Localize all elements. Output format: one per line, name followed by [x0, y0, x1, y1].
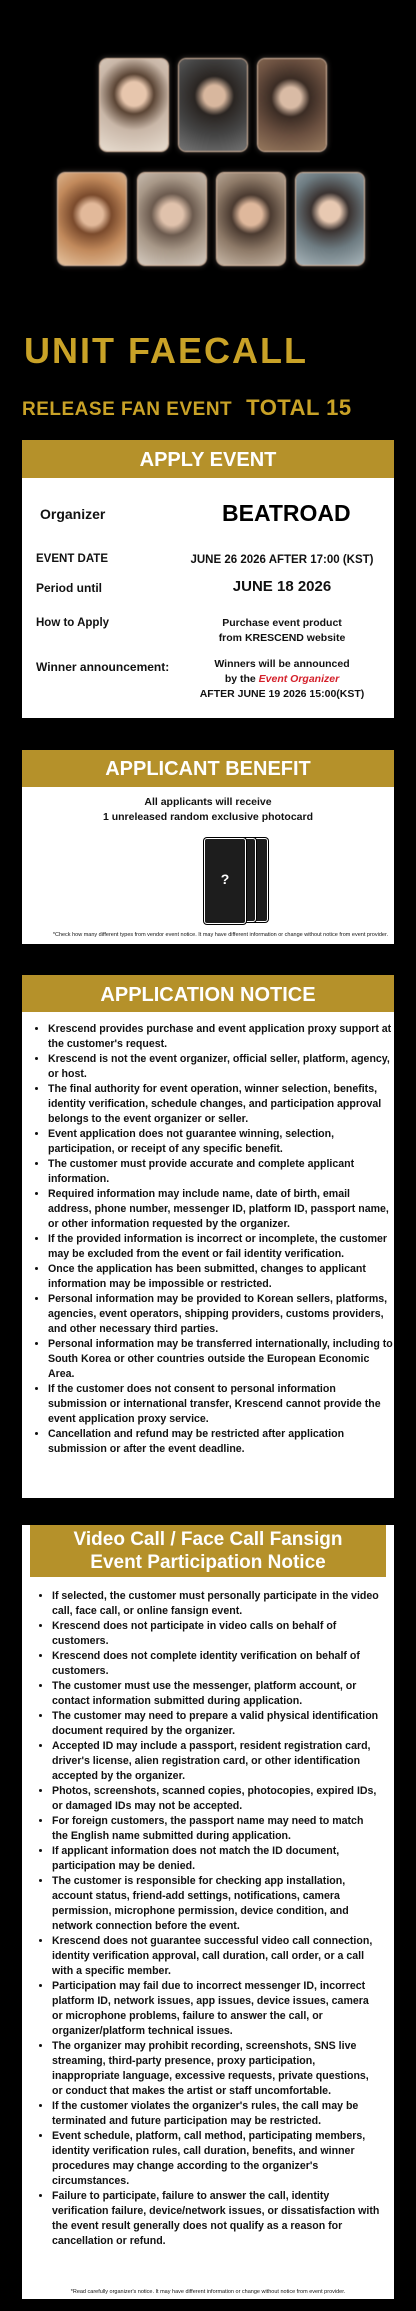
member-photo-2 — [178, 58, 248, 152]
notice-item: • The customer is responsible for checking app installation, account status, friend-add settings, notifications, camera permission, microphone permission, device condition, and network connection before the event. — [52, 1874, 382, 1934]
notice-item: • If the provided information is incorrect or incomplete, the customer may be excluded from the event or fail identity verification. — [48, 1232, 394, 1262]
video-call-heading-line1: Video Call / Face Call Fansign — [73, 1529, 343, 1550]
organizer-label: Organizer — [40, 506, 106, 522]
organizer-logo: BEATROAD — [222, 500, 351, 526]
notice-item: • If applicant information does not match the ID document, participation may be denied. — [52, 1844, 382, 1874]
period-label: Period until — [36, 581, 102, 595]
notice-item: • Krescend does not complete identity verification on behalf of customers. — [52, 1649, 382, 1679]
applicant-benefit-heading: APPLICANT BENEFIT — [22, 750, 394, 787]
notice-item: • The customer must provide accurate and complete applicant information. — [48, 1157, 394, 1187]
notice-item: • Cancellation and refund may be restricted after application submission or after the event deadline. — [48, 1427, 394, 1457]
notice-item: • Accepted ID may include a passport, resident registration card, driver's license, alien registration card, or other identification accepted by the organizer. — [52, 1739, 382, 1784]
event-total: TOTAL 15 — [246, 395, 352, 420]
notice-item: • Event schedule, platform, call method, participating members, identity verification rules, call duration, benefits, and winner procedures may change according to the organizer's circumstances. — [52, 2129, 382, 2189]
how-to-apply-label: How to Apply — [36, 617, 110, 629]
notice-item: • Participation may fail due to incorrect messenger ID, incorrect platform ID, network issues, app issues, device issues, camera or microphone problems, failure to answer the call, or organizer/platform technical issues. — [52, 1979, 382, 2039]
notice-item: • Personal information may be provided to Korean sellers, platforms, agencies, event operators, shipping providers, customs providers, and other necessary third parties. — [48, 1292, 394, 1337]
how-to-apply-line1: Purchase event product — [222, 617, 342, 629]
application-notice-heading: APPLICATION NOTICE — [22, 975, 394, 1012]
notice-item: • Krescend provides purchase and event application proxy support at the customer's request. — [48, 1022, 394, 1052]
notice-item: • The customer may need to prepare a valid physical identification document required by the organizer. — [52, 1709, 382, 1739]
notice-item: • Krescend does not participate in video calls on behalf of customers. — [52, 1619, 382, 1649]
winner-line2 — [172, 672, 392, 687]
apply-event-panel — [22, 440, 394, 718]
notice-item: • Failure to participate, failure to answer the call, identity verification failure, device/network issues, or dissatisfaction with the event result generally does not qualify as a reason for cancellation or refund. — [52, 2189, 382, 2249]
notice-item: • Personal information may be transferred internationally, including to South Korea or other countries outside the European Economic Area. — [48, 1337, 394, 1382]
video-call-notice-panel — [22, 1525, 394, 2299]
notice-item: • Event application does not guarantee winning, selection, participation, or receipt of any specific benefit. — [48, 1127, 394, 1157]
photocard-question-mark: ? — [220, 871, 230, 887]
application-notice-list — [22, 1022, 394, 1457]
how-to-apply-value — [172, 616, 392, 646]
notice-item: • Required information may include name, date of birth, email address, phone number, messenger ID, platform ID, passport name, or other information requested by the organizer. — [48, 1187, 394, 1232]
video-call-heading-line2: Event Participation Notice — [90, 1552, 326, 1573]
benefit-fine-print: *Check how many different types from vendor event notice. It may have different information or change without notice from event provider. — [52, 932, 388, 938]
application-notice-panel — [22, 975, 394, 1498]
notice-item: • If the customer violates the organizer's rules, the call may be terminated and future participation may be restricted. — [52, 2099, 382, 2129]
member-photo-6 — [216, 172, 286, 266]
benefit-line1: All applicants will receive — [144, 796, 272, 808]
how-to-apply-line2: from KRESCEND website — [218, 632, 346, 644]
video-call-fine-print: *Read carefully organizer's notice. It may have different information or change without notice from event provider. — [70, 2289, 346, 2295]
event-title: UNIT FAECALL — [24, 330, 308, 371]
apply-event-heading: APPLY EVENT — [22, 440, 394, 478]
winner-line1: Winners will be announced — [214, 658, 350, 670]
notice-item: • Once the application has been submitted, changes to applicant information may be impossible or restricted. — [48, 1262, 394, 1292]
member-photo-4 — [57, 172, 127, 266]
notice-item: • Krescend is not the event organizer, official seller, platform, agency, or host. — [48, 1052, 394, 1082]
notice-item: • The organizer may prohibit recording, screenshots, SNS live streaming, third-party presence, proxy participation, inappropriate language, excessive requests, private questions, or conduct that makes the artist or staff uncomfortable. — [52, 2039, 382, 2099]
notice-item: • The final authority for event operation, winner selection, benefits, identity verification, schedule changes, and participation approval belongs to the event organizer or seller. — [48, 1082, 394, 1127]
notice-item: • If selected, the customer must personally participate in the video call, face call, or online fansign event. — [52, 1589, 382, 1619]
photocard-back-1 — [204, 838, 246, 924]
member-photo-1 — [99, 58, 169, 152]
winner-label: Winner announcement: — [36, 660, 170, 674]
notice-item: • Photos, screenshots, scanned copies, photocopies, expired IDs, or damaged IDs may not be accepted. — [52, 1784, 382, 1814]
video-call-notice-heading — [30, 1525, 386, 1577]
notice-item: • Krescend does not guarantee successful video call connection, identity verification approval, call duration, call order, or a call with a specific member. — [52, 1934, 382, 1979]
notice-item: • If the customer does not consent to personal information submission or international transfer, Krescend cannot provide the event application proxy service. — [48, 1382, 394, 1427]
member-photo-5 — [137, 172, 207, 266]
period-value: JUNE 18 2026 — [232, 578, 332, 595]
winner-line3: AFTER JUNE 19 2026 15:00(KST) — [199, 688, 365, 700]
event-date-value: JUNE 26 2026 AFTER 17:00 (KST) — [190, 554, 374, 566]
event-subtitle — [22, 395, 352, 421]
benefit-line2: 1 unreleased random exclusive photocard — [102, 811, 314, 823]
notice-item: • The customer must use the messenger, platform account, or contact information submitted during application. — [52, 1679, 382, 1709]
video-call-notice-list — [22, 1589, 394, 2249]
event-subtitle-text: RELEASE FAN EVENT — [22, 399, 233, 420]
member-photo-7 — [295, 172, 365, 266]
winner-value — [172, 657, 392, 702]
event-date-label: EVENT DATE — [36, 553, 108, 565]
applicant-benefit-panel — [22, 750, 394, 944]
event-organizer-highlight: Event Organizer — [258, 673, 340, 685]
winner-line2-prefix: by the — [224, 673, 259, 685]
notice-item: • For foreign customers, the passport name may need to match the English name submitted during application. — [52, 1814, 382, 1844]
member-photo-3 — [257, 58, 327, 152]
